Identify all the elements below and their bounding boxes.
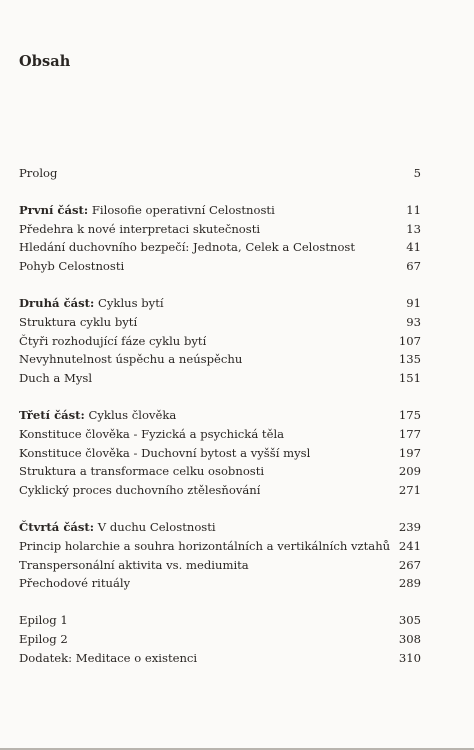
toc-entry-label: [19, 332, 206, 351]
toc-entry[interactable]: [19, 238, 421, 257]
toc-entry-title: Cyklický proces duchovního ztělesňování: [19, 483, 261, 498]
toc-page-number: 305: [398, 613, 421, 628]
toc-entry[interactable]: [19, 630, 421, 649]
toc-entry-title: Struktura cyklu bytí: [19, 314, 138, 329]
toc-entry-title: Prolog: [19, 166, 58, 180]
toc-entry-title: Konstituce člověka - Fyzická a psychická těla: [19, 426, 285, 441]
toc-page-number: 91: [406, 295, 421, 310]
toc-entry-title: Princip holarchie a souhra horizontálních a vertikálních vztahů: [19, 538, 391, 553]
toc-entry-label: [19, 238, 355, 257]
toc-entry-title: Čtyři rozhodující fáze cyklu bytí: [19, 333, 207, 348]
toc-page-number: 310: [398, 650, 421, 665]
toc-entry[interactable]: [19, 164, 421, 183]
toc-entry-title: Epilog 2: [19, 631, 68, 646]
toc-entry-label: [19, 257, 124, 276]
toc-entry-title: Duch a Mysl: [19, 371, 93, 386]
toc-entry-label: [19, 537, 390, 556]
toc-entry[interactable]: [19, 425, 421, 444]
toc-entry-title: Epilog 1: [19, 613, 68, 628]
toc-entry-label: [19, 481, 260, 500]
toc-entry-label: [19, 649, 197, 668]
page-title: Obsah: [19, 53, 71, 70]
toc-entry[interactable]: [19, 294, 421, 313]
toc-entry-label: [19, 220, 260, 239]
toc-page-number: 241: [398, 538, 421, 553]
toc-entry[interactable]: [19, 537, 421, 556]
toc-entry[interactable]: [19, 649, 421, 668]
toc-page-number: 151: [398, 371, 421, 386]
table-of-contents: [19, 164, 421, 686]
toc-entry-title: V duchu Celostnosti: [97, 519, 216, 534]
toc-entry-label: [19, 406, 176, 425]
toc-page-number: 308: [398, 631, 421, 646]
toc-group: [19, 518, 421, 593]
toc-part-label: Druhá část:: [19, 295, 95, 310]
toc-page-number: 41: [406, 240, 421, 255]
toc-page-number: 13: [406, 221, 421, 236]
toc-entry[interactable]: [19, 257, 421, 276]
toc-page-number: 271: [398, 483, 421, 498]
toc-entry[interactable]: [19, 220, 421, 239]
toc-entry[interactable]: [19, 350, 421, 369]
toc-entry-title: Předehra k nové interpretaci skutečnosti: [19, 221, 261, 236]
toc-entry-label: [19, 294, 164, 313]
toc-page-number: 209: [398, 464, 421, 479]
toc-page-number: 239: [398, 519, 421, 534]
toc-entry-title: Cyklus člověka: [88, 407, 177, 422]
toc-entry[interactable]: [19, 518, 421, 537]
toc-entry-label: [19, 164, 57, 183]
toc-entry-label: [19, 462, 264, 481]
toc-entry-title: Struktura a transformace celku osobnosti: [19, 464, 265, 479]
toc-page-number: 135: [398, 352, 421, 367]
toc-page-number: 267: [398, 557, 421, 572]
toc-entry-label: [19, 313, 137, 332]
toc-page-number: 197: [398, 445, 421, 460]
toc-page-number: 177: [398, 426, 421, 441]
toc-entry-label: [19, 425, 284, 444]
toc-entry[interactable]: [19, 574, 421, 593]
toc-entry-title: Přechodové rituály: [19, 576, 131, 591]
toc-part-label: Třetí část:: [19, 407, 85, 422]
toc-entry[interactable]: [19, 444, 421, 463]
toc-entry[interactable]: [19, 611, 421, 630]
toc-page-number: 11: [406, 202, 421, 217]
toc-group: [19, 406, 421, 500]
toc-page-number: 93: [406, 314, 421, 329]
toc-entry-title: Pohyb Celostnosti: [19, 259, 125, 274]
toc-entry[interactable]: [19, 481, 421, 500]
toc-entry-title: Cyklus bytí: [98, 295, 164, 310]
toc-entry[interactable]: [19, 556, 421, 575]
toc-entry-label: [19, 518, 216, 537]
toc-group: [19, 201, 421, 276]
toc-group: [19, 294, 421, 388]
toc-part-label: První část:: [19, 202, 89, 217]
toc-entry-label: [19, 444, 310, 463]
toc-entry[interactable]: [19, 313, 421, 332]
toc-page-number: 107: [398, 333, 421, 348]
toc-entry[interactable]: [19, 462, 421, 481]
toc-entry[interactable]: [19, 332, 421, 351]
toc-entry-label: [19, 556, 249, 575]
toc-entry[interactable]: [19, 201, 421, 220]
toc-entry-label: [19, 574, 130, 593]
toc-entry-label: [19, 350, 242, 369]
toc-entry-title: Filosofie operativní Celostnosti: [91, 202, 275, 217]
toc-entry[interactable]: [19, 369, 421, 388]
toc-page-number: 175: [398, 407, 421, 422]
toc-page-number: 67: [406, 259, 421, 274]
toc-entry-title: Nevyhnutelnost úspěchu a neúspěchu: [19, 352, 243, 367]
toc-entry-label: [19, 369, 92, 388]
toc-part-label: Čtvrtá část:: [19, 519, 95, 534]
toc-entry-label: [19, 611, 68, 630]
toc-group: [19, 611, 421, 667]
toc-page-number: 289: [398, 576, 421, 591]
toc-entry-title: Transpersonální aktivita vs. mediumita: [19, 557, 249, 572]
toc-entry-title: Hledání duchovního bezpečí: Jednota, Celek a Celostnost: [19, 240, 356, 255]
toc-entry-title: Konstituce člověka - Duchovní bytost a vyšší mysl: [19, 445, 311, 460]
toc-entry-title: Dodatek: Meditace o existenci: [19, 650, 198, 665]
toc-group: [19, 164, 421, 183]
toc-entry-label: [19, 201, 275, 220]
toc-entry[interactable]: [19, 406, 421, 425]
toc-entry-label: [19, 630, 68, 649]
toc-page-number: 5: [413, 166, 421, 180]
